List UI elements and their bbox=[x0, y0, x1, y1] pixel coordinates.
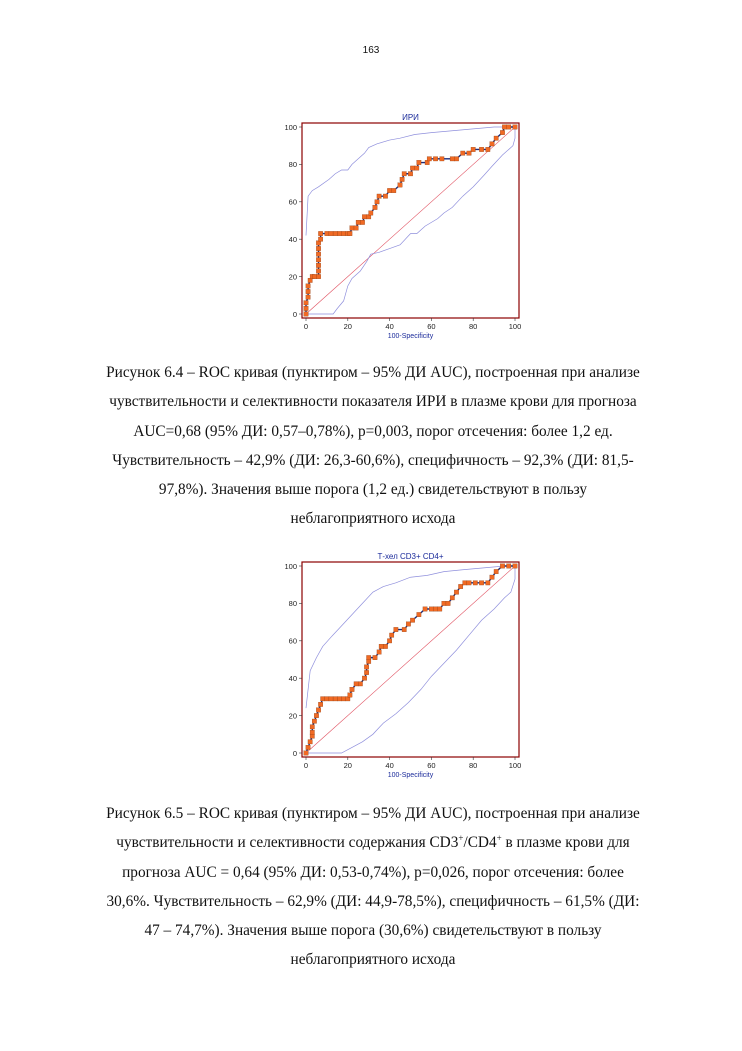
x-tick-label: 0 bbox=[303, 322, 309, 331]
y-tick-label: 40 bbox=[288, 235, 297, 244]
roc-point bbox=[377, 650, 381, 654]
roc-point bbox=[316, 269, 320, 273]
chart-title: Т-хел CD3+ CD4+ bbox=[377, 552, 444, 561]
y-tick-label: 0 bbox=[292, 748, 297, 758]
roc-point bbox=[398, 183, 402, 187]
figure-caption-6-5 bbox=[78, 799, 668, 975]
caption-line: прогноза AUC = 0,64 (95% ДИ: 0,53-0,74%), p=0,026, порог отсечения: более bbox=[122, 863, 624, 881]
x-axis-label: 100-Specificity bbox=[387, 333, 434, 340]
roc-point bbox=[369, 211, 373, 215]
roc-point bbox=[314, 713, 318, 717]
figure-caption-6-4 bbox=[78, 358, 668, 534]
caption-line: 47 – 74,7%). Значения выше порога (30,6%) свидетельствуют в пользу bbox=[144, 922, 602, 940]
roc-point bbox=[318, 237, 322, 241]
roc-point bbox=[360, 220, 364, 224]
y-tick-label: 100 bbox=[284, 122, 297, 132]
roc-chart-iri bbox=[276, 113, 526, 343]
roc-point bbox=[454, 590, 458, 594]
roc-point bbox=[310, 730, 314, 734]
roc-point bbox=[318, 231, 322, 235]
roc-point bbox=[410, 166, 414, 170]
y-tick-label: 80 bbox=[288, 160, 297, 170]
y-tick-label: 100 bbox=[284, 561, 297, 571]
roc-point bbox=[356, 220, 360, 224]
roc-point bbox=[350, 226, 354, 230]
page-number: 163 bbox=[362, 45, 380, 56]
roc-point bbox=[308, 740, 312, 744]
diagonal-reference-line bbox=[306, 127, 515, 314]
roc-point bbox=[318, 702, 322, 706]
roc-point bbox=[329, 697, 333, 701]
x-tick-label: 80 bbox=[469, 322, 478, 331]
roc-point bbox=[415, 166, 419, 170]
roc-point bbox=[304, 301, 308, 305]
caption-line bbox=[78, 828, 668, 857]
roc-point bbox=[427, 157, 431, 161]
roc-point bbox=[507, 125, 511, 129]
caption-line: неблагоприятного исхода bbox=[290, 510, 456, 528]
roc-point bbox=[306, 284, 310, 288]
roc-point bbox=[471, 147, 475, 151]
x-tick-label: 60 bbox=[427, 322, 436, 331]
roc-point bbox=[367, 655, 371, 659]
roc-point bbox=[392, 188, 396, 192]
roc-point bbox=[310, 725, 314, 729]
roc-point bbox=[362, 676, 366, 680]
y-tick-label: 40 bbox=[288, 674, 297, 683]
caption-text: в плазме крови для bbox=[501, 834, 630, 852]
roc-point bbox=[402, 627, 406, 631]
x-tick-label: 20 bbox=[343, 322, 352, 331]
roc-point bbox=[450, 596, 454, 600]
caption-line: Рисунок 6.4 – ROC кривая (пунктиром – 95% ДИ AUC), построенная при анализе bbox=[106, 364, 640, 381]
roc-point bbox=[433, 607, 437, 611]
y-tick-label: 60 bbox=[288, 636, 297, 646]
roc-point bbox=[394, 627, 398, 631]
roc-figure-cd4 bbox=[276, 552, 526, 782]
roc-point bbox=[304, 312, 308, 316]
roc-point bbox=[304, 306, 308, 310]
roc-point bbox=[358, 682, 362, 686]
roc-point bbox=[461, 151, 465, 155]
roc-point bbox=[325, 697, 329, 701]
x-tick-label: 60 bbox=[427, 761, 436, 770]
caption-text: чувствительности и селективности содержания CD3 bbox=[116, 834, 459, 852]
roc-point bbox=[429, 607, 433, 611]
caption-text: /CD4 bbox=[463, 834, 497, 852]
roc-point bbox=[333, 231, 337, 235]
roc-point bbox=[316, 708, 320, 712]
roc-point bbox=[486, 147, 490, 151]
roc-point bbox=[354, 682, 358, 686]
caption-line: 97,8%). Значения выше порога (1,2 ед.) свидетельствуют в пользу bbox=[158, 481, 588, 499]
roc-point bbox=[402, 172, 406, 176]
roc-point bbox=[325, 231, 329, 235]
roc-point bbox=[513, 125, 517, 129]
caption-line: чувствительности и селективности показателя ИРИ в плазме крови для прогноза bbox=[109, 393, 637, 411]
roc-point bbox=[373, 205, 377, 209]
roc-point bbox=[433, 157, 437, 161]
caption-line: Чувствительность – 42,9% (ДИ: 26,3-60,6%), специфичность – 92,3% (ДИ: 81,5- bbox=[112, 451, 634, 469]
roc-point bbox=[438, 607, 442, 611]
roc-point bbox=[513, 564, 517, 568]
roc-point bbox=[463, 581, 467, 585]
roc-point bbox=[375, 200, 379, 204]
diagonal-reference-line bbox=[306, 566, 515, 753]
roc-point bbox=[389, 633, 393, 637]
ci-upper-bound-line bbox=[306, 127, 515, 235]
caption-line: неблагоприятного исхода bbox=[290, 951, 456, 969]
roc-chart-cd4 bbox=[276, 552, 526, 782]
roc-point bbox=[486, 581, 490, 585]
roc-point bbox=[490, 142, 494, 146]
roc-point bbox=[337, 697, 341, 701]
roc-point bbox=[333, 697, 337, 701]
roc-point bbox=[373, 655, 377, 659]
x-tick-label: 100 bbox=[508, 761, 522, 770]
roc-point bbox=[337, 231, 341, 235]
roc-point bbox=[458, 584, 462, 588]
y-tick-label: 20 bbox=[288, 272, 297, 282]
y-tick-label: 0 bbox=[292, 309, 297, 319]
roc-point bbox=[502, 125, 506, 129]
roc-point bbox=[316, 252, 320, 256]
roc-point bbox=[364, 670, 368, 674]
roc-point bbox=[500, 564, 504, 568]
superscript-plus: + bbox=[496, 833, 502, 844]
roc-point bbox=[479, 581, 483, 585]
caption-line: Рисунок 6.5 – ROC кривая (пунктиром – 95% ДИ AUC), построенная при анализе bbox=[106, 805, 640, 822]
roc-point bbox=[494, 569, 498, 573]
roc-point bbox=[306, 745, 310, 749]
roc-point bbox=[454, 157, 458, 161]
roc-point bbox=[490, 575, 494, 579]
chart-title: ИРИ bbox=[402, 113, 419, 122]
roc-point bbox=[350, 687, 354, 691]
roc-point bbox=[467, 581, 471, 585]
roc-point bbox=[417, 160, 421, 164]
y-tick-label: 20 bbox=[288, 711, 297, 721]
y-tick-label: 80 bbox=[288, 599, 297, 609]
ci-upper-bound-line bbox=[306, 566, 515, 708]
caption-line: AUC=0,68 (95% ДИ: 0,57–0,78%), p=0,003, порог отсечения: более 1,2 ед. bbox=[133, 422, 613, 440]
caption-line: 30,6%. Чувствительность – 62,9% (ДИ: 44,9-78,5%), специфичность – 61,5% (ДИ: bbox=[106, 892, 640, 910]
superscript-plus: + bbox=[458, 833, 464, 844]
x-tick-label: 80 bbox=[469, 761, 478, 770]
roc-point bbox=[473, 581, 477, 585]
roc-point bbox=[362, 215, 366, 219]
roc-point bbox=[410, 618, 414, 622]
roc-point bbox=[316, 274, 320, 278]
roc-point bbox=[304, 751, 308, 755]
roc-point bbox=[354, 226, 358, 230]
roc-point bbox=[306, 289, 310, 293]
x-tick-label: 40 bbox=[385, 322, 394, 331]
roc-figure-iri bbox=[276, 113, 526, 343]
roc-point bbox=[379, 644, 383, 648]
roc-point bbox=[329, 231, 333, 235]
roc-point bbox=[306, 295, 310, 299]
roc-point bbox=[400, 177, 404, 181]
roc-point bbox=[442, 601, 446, 605]
roc-point bbox=[312, 719, 316, 723]
y-tick-label: 60 bbox=[288, 197, 297, 207]
roc-point bbox=[341, 697, 345, 701]
roc-point bbox=[408, 172, 412, 176]
roc-point bbox=[316, 246, 320, 250]
x-axis-label: 100-Specificity bbox=[387, 772, 434, 779]
roc-point bbox=[500, 130, 504, 134]
roc-point bbox=[406, 622, 410, 626]
roc-point bbox=[423, 607, 427, 611]
roc-point bbox=[321, 697, 325, 701]
roc-point bbox=[383, 644, 387, 648]
roc-point bbox=[364, 665, 368, 669]
roc-point bbox=[387, 639, 391, 643]
roc-point bbox=[348, 231, 352, 235]
roc-point bbox=[316, 258, 320, 262]
roc-point bbox=[507, 564, 511, 568]
roc-point bbox=[348, 693, 352, 697]
roc-point bbox=[494, 136, 498, 140]
roc-point bbox=[312, 274, 316, 278]
roc-point bbox=[387, 188, 391, 192]
roc-point bbox=[450, 157, 454, 161]
x-tick-label: 40 bbox=[385, 761, 394, 770]
roc-point bbox=[341, 231, 345, 235]
roc-point bbox=[417, 612, 421, 616]
roc-point bbox=[316, 263, 320, 267]
roc-point bbox=[467, 151, 471, 155]
roc-point bbox=[479, 147, 483, 151]
roc-point bbox=[446, 601, 450, 605]
roc-point bbox=[383, 194, 387, 198]
x-tick-label: 100 bbox=[508, 322, 522, 331]
x-tick-label: 0 bbox=[303, 761, 309, 770]
roc-point bbox=[377, 194, 381, 198]
x-tick-label: 20 bbox=[343, 761, 352, 770]
roc-point bbox=[440, 157, 444, 161]
